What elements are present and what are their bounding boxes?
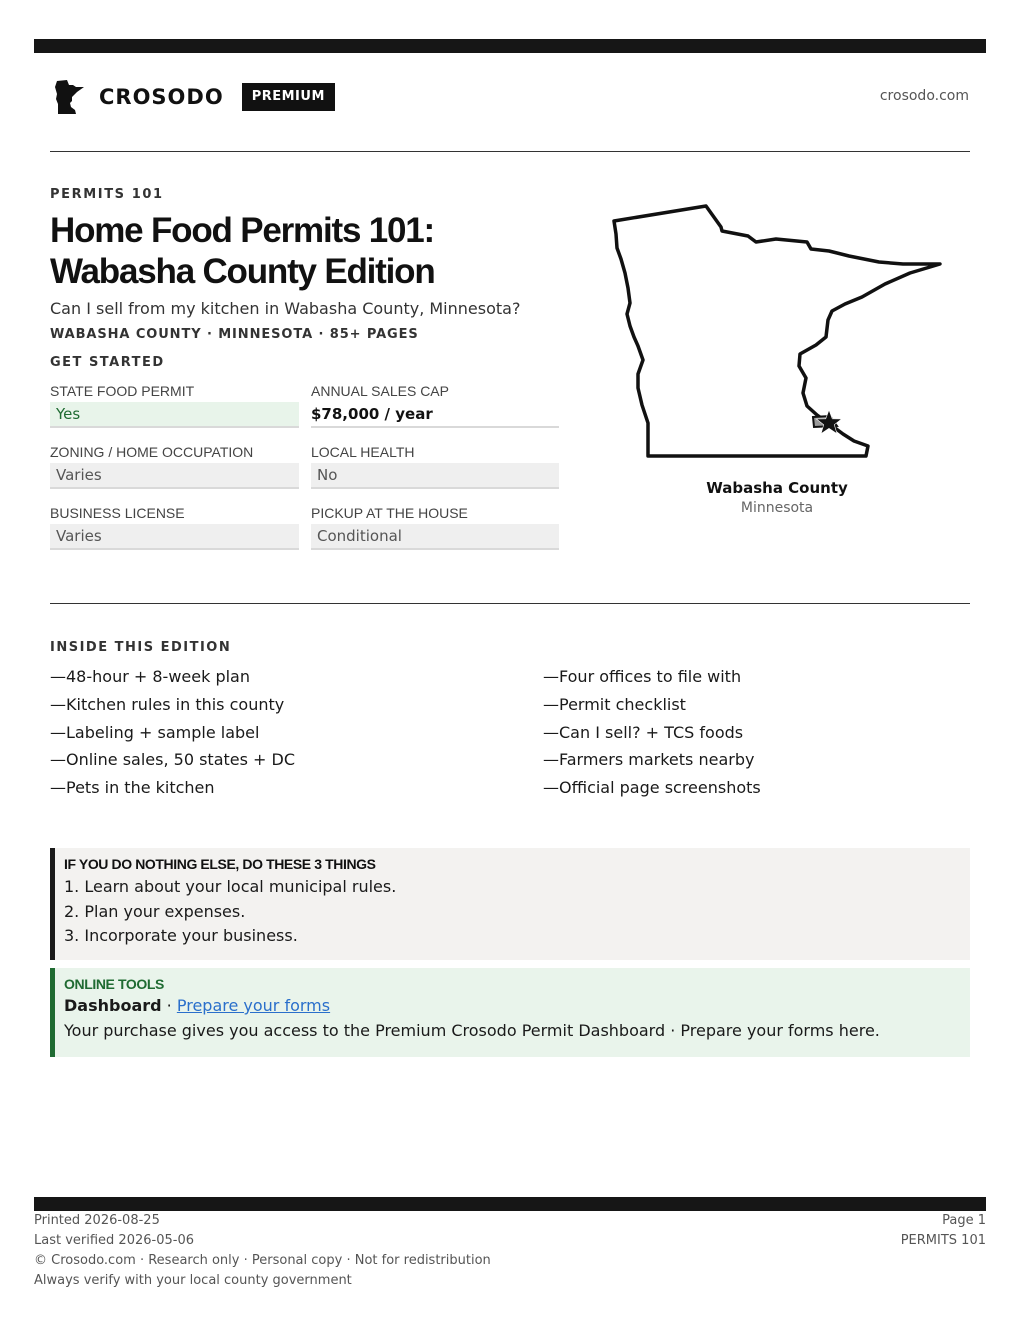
kicker: PERMITS 101	[50, 187, 164, 202]
fact-value: No	[311, 463, 559, 489]
fact-value: Conditional	[311, 524, 559, 550]
page-title	[50, 210, 570, 292]
subtitle: Can I sell from my kitchen in Wabasha County, Minnesota?	[50, 299, 521, 318]
fact-label: ANNUAL SALES CAP	[311, 383, 449, 399]
list-item: —48-hour + 8-week plan	[50, 667, 250, 686]
list-item: 3. Incorporate your business.	[64, 926, 298, 945]
header-divider	[50, 151, 970, 152]
state-map	[600, 200, 950, 470]
prepare-forms-link[interactable]: Prepare your forms	[176, 996, 331, 1015]
disclaimer: Always verify with your local county government	[34, 1273, 352, 1288]
inside-edition-label: INSIDE THIS EDITION	[50, 640, 232, 655]
three-things-callout	[50, 848, 970, 960]
top-bar	[34, 39, 986, 53]
state-outline	[614, 206, 940, 456]
site-url[interactable]: crosodo.com	[879, 88, 969, 104]
callout-title: ONLINE TOOLS	[64, 976, 164, 992]
copyright: © Crosodo.com · Research only · Personal copy · Not for redistribution	[34, 1253, 491, 1268]
fact-pickup	[311, 504, 559, 565]
footer-left	[34, 1211, 491, 1291]
section-name: PERMITS 101	[900, 1233, 986, 1248]
list-item: 1. Learn about your local municipal rules.	[64, 877, 397, 896]
list-item: —Four offices to file with	[543, 667, 742, 686]
list-item: —Labeling + sample label	[50, 722, 260, 742]
list-item: —Pets in the kitchen	[50, 778, 215, 798]
fact-grid	[50, 382, 559, 565]
printed-date: Printed 2026-08-25	[34, 1213, 160, 1228]
fact-label: BUSINESS LICENSE	[50, 505, 185, 521]
premium-badge: PREMIUM	[242, 83, 335, 111]
brand[interactable]	[54, 79, 335, 115]
online-tools-callout	[50, 968, 970, 1057]
list-item: —Permit checklist	[543, 694, 686, 714]
fact-business-license	[50, 504, 299, 565]
page-number: Page 1	[942, 1213, 986, 1228]
fact-label: LOCAL HEALTH	[311, 444, 415, 460]
dashboard-label: Dashboard	[64, 996, 162, 1015]
bottom-bar	[34, 1197, 986, 1211]
map-state-name: Minnesota	[740, 500, 814, 516]
section-divider	[50, 603, 970, 604]
fact-label: STATE FOOD PERMIT	[50, 383, 195, 399]
list-item: 2. Plan your expenses.	[64, 901, 246, 921]
get-started-label: GET STARTED	[50, 355, 165, 370]
map-county-name: Wabasha County	[706, 479, 848, 497]
map-caption	[677, 478, 877, 518]
fact-label: PICKUP AT THE HOUSE	[311, 505, 468, 521]
dashboard-line	[64, 994, 970, 1019]
separator: ·	[161, 996, 177, 1015]
edition-meta: WABASHA COUNTY · MINNESOTA · 85+ PAGES	[50, 327, 419, 342]
list-item: —Kitchen rules in this county	[50, 694, 285, 714]
fact-value: Yes	[50, 402, 299, 428]
fact-zoning	[50, 443, 299, 504]
verified-date: Last verified 2026-05-06	[34, 1233, 194, 1248]
list-item: —Can I sell? + TCS foods	[543, 722, 744, 742]
fact-label: ZONING / HOME OCCUPATION	[50, 444, 254, 460]
list-item: —Official page screenshots	[543, 778, 761, 798]
title-line-1: Home Food Permits 101:	[50, 211, 434, 250]
minnesota-state-icon	[54, 79, 86, 115]
fact-annual-sales-cap	[311, 382, 559, 443]
minnesota-map-icon	[600, 200, 950, 470]
fact-value: Varies	[50, 463, 299, 489]
title-line-2: Wabasha County Edition	[50, 252, 435, 291]
dashboard-description: Your purchase gives you access to the Premium Crosodo Permit Dashboard · Prepare your forms here.	[64, 1020, 880, 1040]
list-item: —Farmers markets nearby	[543, 750, 755, 770]
footer-right	[901, 1211, 986, 1251]
edition-contents	[50, 666, 970, 805]
fact-value: $78,000 / year	[311, 402, 559, 428]
fact-state-food-permit	[50, 382, 299, 443]
brand-name: CROSODO	[99, 85, 224, 109]
fact-value: Varies	[50, 524, 299, 550]
callout-title: IF YOU DO NOTHING ELSE, DO THESE 3 THINGS	[64, 856, 376, 872]
fact-local-health	[311, 443, 559, 504]
list-item: —Online sales, 50 states + DC	[50, 750, 296, 770]
